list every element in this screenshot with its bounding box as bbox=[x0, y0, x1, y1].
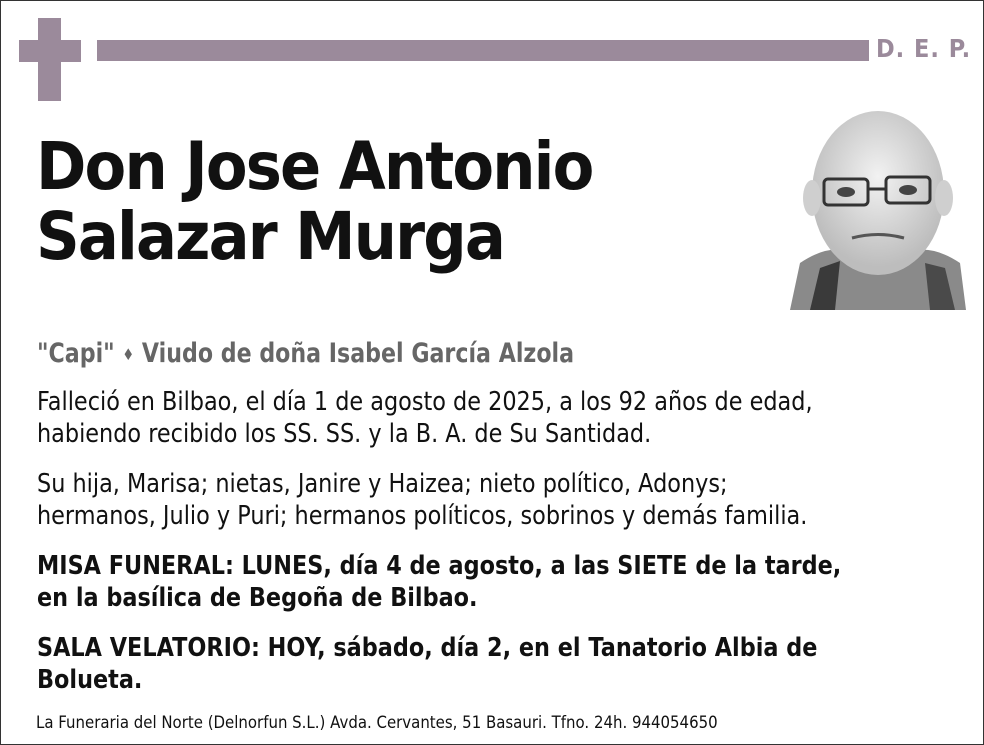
funeral-line-1: MISA FUNERAL: LUNES, día 4 de agosto, a las SIETE de la tarde, bbox=[37, 551, 842, 581]
wake-line-1: SALA VELATORIO: HOY, sábado, día 2, en el Tanatorio Albia de bbox=[37, 633, 818, 663]
family-line-1: Su hija, Marisa; nietas, Janire y Haizea; nieto político, Adonys; bbox=[37, 469, 728, 499]
nickname: "Capi" bbox=[37, 338, 115, 369]
portrait-photo bbox=[790, 103, 966, 310]
diamond-separator-icon: ♦ bbox=[122, 345, 135, 364]
name-line-2: Salazar Murga bbox=[36, 198, 505, 275]
death-line-1: Falleció en Bilbao, el día 1 de agosto de 2025, a los 92 años de edad, bbox=[37, 387, 813, 417]
funeral-line-2: en la basílica de Begoña de Bilbao. bbox=[37, 583, 478, 613]
deceased-name bbox=[36, 128, 593, 275]
family-line-2: hermanos, Julio y Puri; hermanos políticos, sobrinos y demás familia. bbox=[37, 501, 808, 531]
widower-text: Viudo de doña Isabel García Alzola bbox=[141, 338, 575, 369]
death-line-2: habiendo recibido los SS. SS. y la B. A. de Su Santidad. bbox=[37, 419, 652, 449]
wake-paragraph bbox=[37, 632, 817, 696]
family-paragraph bbox=[37, 468, 807, 532]
subtitle bbox=[37, 338, 574, 369]
funeral-paragraph bbox=[37, 550, 841, 614]
name-line-1: Don Jose Antonio bbox=[36, 128, 593, 205]
death-paragraph bbox=[37, 386, 813, 450]
header-bar bbox=[97, 40, 869, 61]
wake-line-2: Bolueta. bbox=[37, 665, 143, 695]
funeral-home-footer: La Funeraria del Norte (Delnorfun S.L.) Avda. Cervantes, 51 Basauri. Tfno. 24h. 944054650 bbox=[36, 713, 718, 733]
dep-label: D. E. P. bbox=[876, 34, 972, 63]
